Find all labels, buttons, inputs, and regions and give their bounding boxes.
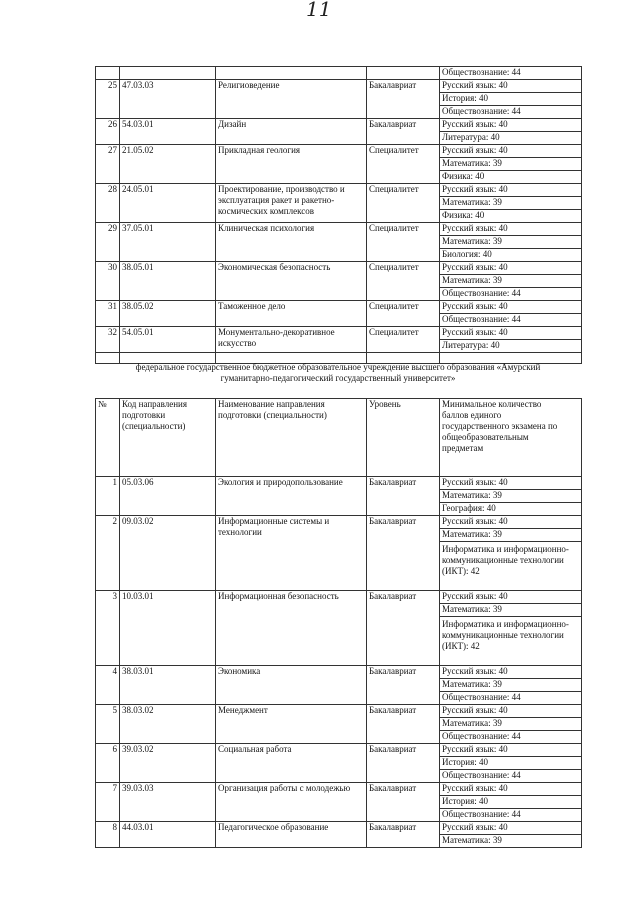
header-name xyxy=(216,399,367,477)
direction-name-line: Социальная работа xyxy=(218,744,292,754)
organization-heading xyxy=(97,362,579,384)
direction-name xyxy=(216,67,367,80)
header-level: Уровень xyxy=(367,399,440,477)
exam-subject: Обществознание: 44 xyxy=(440,314,582,327)
header-code-line: (специальности) xyxy=(122,421,186,431)
exam-subject: Русский язык: 40 xyxy=(440,262,582,275)
exam-subject: Литература: 40 xyxy=(440,340,582,353)
direction-name-line: Прикладная геология xyxy=(218,145,301,155)
table-row xyxy=(96,705,582,718)
direction-code: 24.05.01 xyxy=(120,184,216,223)
direction-code: 05.03.06 xyxy=(120,477,216,516)
education-level: Специалитет xyxy=(367,145,440,184)
row-number: 32 xyxy=(96,327,120,353)
row-number: 31 xyxy=(96,301,120,327)
exam-subject: География: 40 xyxy=(440,503,582,516)
direction-code: 38.03.02 xyxy=(120,705,216,744)
direction-name xyxy=(216,477,367,516)
direction-name-line: Таможенное дело xyxy=(218,301,286,311)
direction-code: 54.05.01 xyxy=(120,327,216,353)
direction-code: 38.03.01 xyxy=(120,666,216,705)
exam-subject: Математика: 39 xyxy=(440,718,582,731)
header-subjects xyxy=(440,399,582,477)
education-level: Бакалавриат xyxy=(367,119,440,145)
row-number xyxy=(96,67,120,80)
header-name-line: Наименование направления xyxy=(218,399,325,409)
exam-subject: Русский язык: 40 xyxy=(440,783,582,796)
exam-subject-line: (ИКТ): 42 xyxy=(442,641,480,651)
direction-code: 39.03.02 xyxy=(120,744,216,783)
page-number: 11 xyxy=(306,0,332,21)
header-code-line: Код направления xyxy=(122,399,188,409)
direction-code: 44.03.01 xyxy=(120,822,216,848)
exam-subject: Русский язык: 40 xyxy=(440,666,582,679)
header-subjects-line: Минимальное количество xyxy=(442,399,542,409)
direction-code: 47.03.03 xyxy=(120,80,216,119)
row-number: 1 xyxy=(96,477,120,516)
education-level: Бакалавриат xyxy=(367,744,440,783)
direction-name xyxy=(216,516,367,591)
direction-name xyxy=(216,327,367,353)
direction-name xyxy=(216,223,367,262)
education-level: Бакалавриат xyxy=(367,705,440,744)
table-row xyxy=(96,119,582,132)
organization-line-1: федеральное государственное бюджетное образовательное учреждение высшего образования «Амурский xyxy=(135,362,541,372)
exam-subject: Русский язык: 40 xyxy=(440,301,582,314)
direction-name-line: Религиоведение xyxy=(218,80,280,90)
exam-subject: Математика: 39 xyxy=(440,275,582,288)
exam-subject: Литература: 40 xyxy=(440,132,582,145)
exam-subject: Математика: 39 xyxy=(440,604,582,617)
table-row xyxy=(96,744,582,757)
education-level: Бакалавриат xyxy=(367,822,440,848)
direction-name xyxy=(216,783,367,822)
row-number: 26 xyxy=(96,119,120,145)
direction-name-line: Экономическая безопасность xyxy=(218,262,331,272)
direction-code: 21.05.02 xyxy=(120,145,216,184)
direction-code xyxy=(120,67,216,80)
exam-subject-line: Информатика и информационно- xyxy=(442,619,569,629)
exam-subject: Физика: 40 xyxy=(440,210,582,223)
table-header-row xyxy=(96,399,582,477)
table-row xyxy=(96,80,582,93)
direction-code: 37.05.01 xyxy=(120,223,216,262)
table-row xyxy=(96,783,582,796)
exam-subject-line: Информатика и информационно- xyxy=(442,544,569,554)
direction-name xyxy=(216,145,367,184)
education-level: Специалитет xyxy=(367,223,440,262)
exam-subject: Русский язык: 40 xyxy=(440,477,582,490)
organization-line-2: гуманитарно-педагогический государственный университет» xyxy=(220,373,456,383)
exam-subject: Русский язык: 40 xyxy=(440,327,582,340)
exam-subject: Обществознание: 44 xyxy=(440,106,582,119)
direction-code: 54.03.01 xyxy=(120,119,216,145)
exam-subject: Математика: 39 xyxy=(440,679,582,692)
exam-subject: Обществознание: 44 xyxy=(440,67,582,80)
education-level: Специалитет xyxy=(367,301,440,327)
exam-subject: Математика: 39 xyxy=(440,197,582,210)
header-subjects-line: предметам xyxy=(442,443,484,453)
education-level: Бакалавриат xyxy=(367,783,440,822)
table-row xyxy=(96,327,582,340)
table-row xyxy=(96,516,582,529)
row-number: 29 xyxy=(96,223,120,262)
table-row xyxy=(96,145,582,158)
exam-subject: Математика: 39 xyxy=(440,158,582,171)
table-row xyxy=(96,223,582,236)
table-row xyxy=(96,591,582,604)
row-number: 3 xyxy=(96,591,120,666)
row-number: 27 xyxy=(96,145,120,184)
row-number: 25 xyxy=(96,80,120,119)
exam-subject: Русский язык: 40 xyxy=(440,80,582,93)
direction-name xyxy=(216,301,367,327)
row-number: 30 xyxy=(96,262,120,301)
direction-name xyxy=(216,262,367,301)
exam-subject: Математика: 39 xyxy=(440,835,582,848)
direction-name-line: Проектирование, производство и xyxy=(218,184,345,194)
direction-code: 38.05.01 xyxy=(120,262,216,301)
direction-name-line: Организация работы с молодежью xyxy=(218,783,351,793)
education-level: Бакалавриат xyxy=(367,80,440,119)
exam-subject: Обществознание: 44 xyxy=(440,692,582,705)
header-subjects-line: баллов единого xyxy=(442,410,502,420)
table-row xyxy=(96,184,582,197)
direction-name xyxy=(216,184,367,223)
table-row xyxy=(96,67,582,80)
exam-subject: Русский язык: 40 xyxy=(440,822,582,835)
education-level: Бакалавриат xyxy=(367,591,440,666)
exam-subject: Русский язык: 40 xyxy=(440,119,582,132)
header-no: № xyxy=(96,399,120,477)
exam-subject: Обществознание: 44 xyxy=(440,770,582,783)
row-number: 4 xyxy=(96,666,120,705)
row-number: 7 xyxy=(96,783,120,822)
education-level: Специалитет xyxy=(367,262,440,301)
table-row xyxy=(96,822,582,835)
exam-subject: Русский язык: 40 xyxy=(440,516,582,529)
exam-subject xyxy=(440,617,582,666)
exam-subject xyxy=(440,542,582,591)
exam-subject: Русский язык: 40 xyxy=(440,744,582,757)
exam-subject: Русский язык: 40 xyxy=(440,184,582,197)
direction-code: 38.05.02 xyxy=(120,301,216,327)
header-subjects-line: государственного экзамена по xyxy=(442,421,558,431)
direction-name xyxy=(216,119,367,145)
direction-name-line: Монументально-декоративное xyxy=(218,327,335,337)
admission-table-continued xyxy=(95,66,582,364)
direction-name-line: Педагогическое образование xyxy=(218,822,329,832)
header-name-line: подготовки (специальности) xyxy=(218,410,327,420)
row-number: 6 xyxy=(96,744,120,783)
direction-name-line: Менеджмент xyxy=(218,705,268,715)
direction-name-line: космических комплексов xyxy=(218,206,314,216)
table-row xyxy=(96,262,582,275)
exam-subject-line: коммуникационные технологии xyxy=(442,555,564,565)
education-level: Бакалавриат xyxy=(367,477,440,516)
exam-subject: Русский язык: 40 xyxy=(440,705,582,718)
direction-code: 09.03.02 xyxy=(120,516,216,591)
exam-subject: Русский язык: 40 xyxy=(440,145,582,158)
exam-subject: Обществознание: 44 xyxy=(440,809,582,822)
exam-subject: Биология: 40 xyxy=(440,249,582,262)
direction-name xyxy=(216,705,367,744)
exam-subject: Математика: 39 xyxy=(440,490,582,503)
row-number: 2 xyxy=(96,516,120,591)
direction-name xyxy=(216,80,367,119)
exam-subject: История: 40 xyxy=(440,93,582,106)
direction-name-line: Экология и природопользование xyxy=(218,477,343,487)
table-row xyxy=(96,477,582,490)
exam-subject: Русский язык: 40 xyxy=(440,223,582,236)
row-number: 8 xyxy=(96,822,120,848)
exam-subject-line: (ИКТ): 42 xyxy=(442,566,480,576)
education-level: Специалитет xyxy=(367,184,440,223)
direction-name-line: Информационные системы и xyxy=(218,516,330,526)
exam-subject: Русский язык: 40 xyxy=(440,591,582,604)
exam-subject: История: 40 xyxy=(440,796,582,809)
header-code-line: подготовки xyxy=(122,410,166,420)
education-level: Бакалавриат xyxy=(367,516,440,591)
row-number: 28 xyxy=(96,184,120,223)
direction-name-line: искусство xyxy=(218,338,257,348)
header-subjects-line: общеобразовательным xyxy=(442,432,529,442)
direction-name-line: Экономика xyxy=(218,666,261,676)
admission-table xyxy=(95,398,582,848)
table-row xyxy=(96,301,582,314)
table-row xyxy=(96,666,582,679)
exam-subject: Обществознание: 44 xyxy=(440,731,582,744)
direction-name xyxy=(216,591,367,666)
exam-subject-line: коммуникационные технологии xyxy=(442,630,564,640)
direction-code: 39.03.03 xyxy=(120,783,216,822)
direction-name xyxy=(216,744,367,783)
direction-code: 10.03.01 xyxy=(120,591,216,666)
row-number: 5 xyxy=(96,705,120,744)
direction-name-line: Дизайн xyxy=(218,119,247,129)
exam-subject: Математика: 39 xyxy=(440,529,582,542)
direction-name-line: технологии xyxy=(218,527,262,537)
exam-subject: История: 40 xyxy=(440,757,582,770)
exam-subject: Математика: 39 xyxy=(440,236,582,249)
direction-name-line: Клиническая психология xyxy=(218,223,315,233)
education-level: Бакалавриат xyxy=(367,666,440,705)
education-level xyxy=(367,67,440,80)
direction-name-line: Информационная безопасность xyxy=(218,591,339,601)
direction-name xyxy=(216,822,367,848)
exam-subject: Обществознание: 44 xyxy=(440,288,582,301)
education-level: Специалитет xyxy=(367,327,440,353)
direction-name xyxy=(216,666,367,705)
direction-name-line: эксплуатация ракет и ракетно- xyxy=(218,195,335,205)
header-code xyxy=(120,399,216,477)
exam-subject: Физика: 40 xyxy=(440,171,582,184)
